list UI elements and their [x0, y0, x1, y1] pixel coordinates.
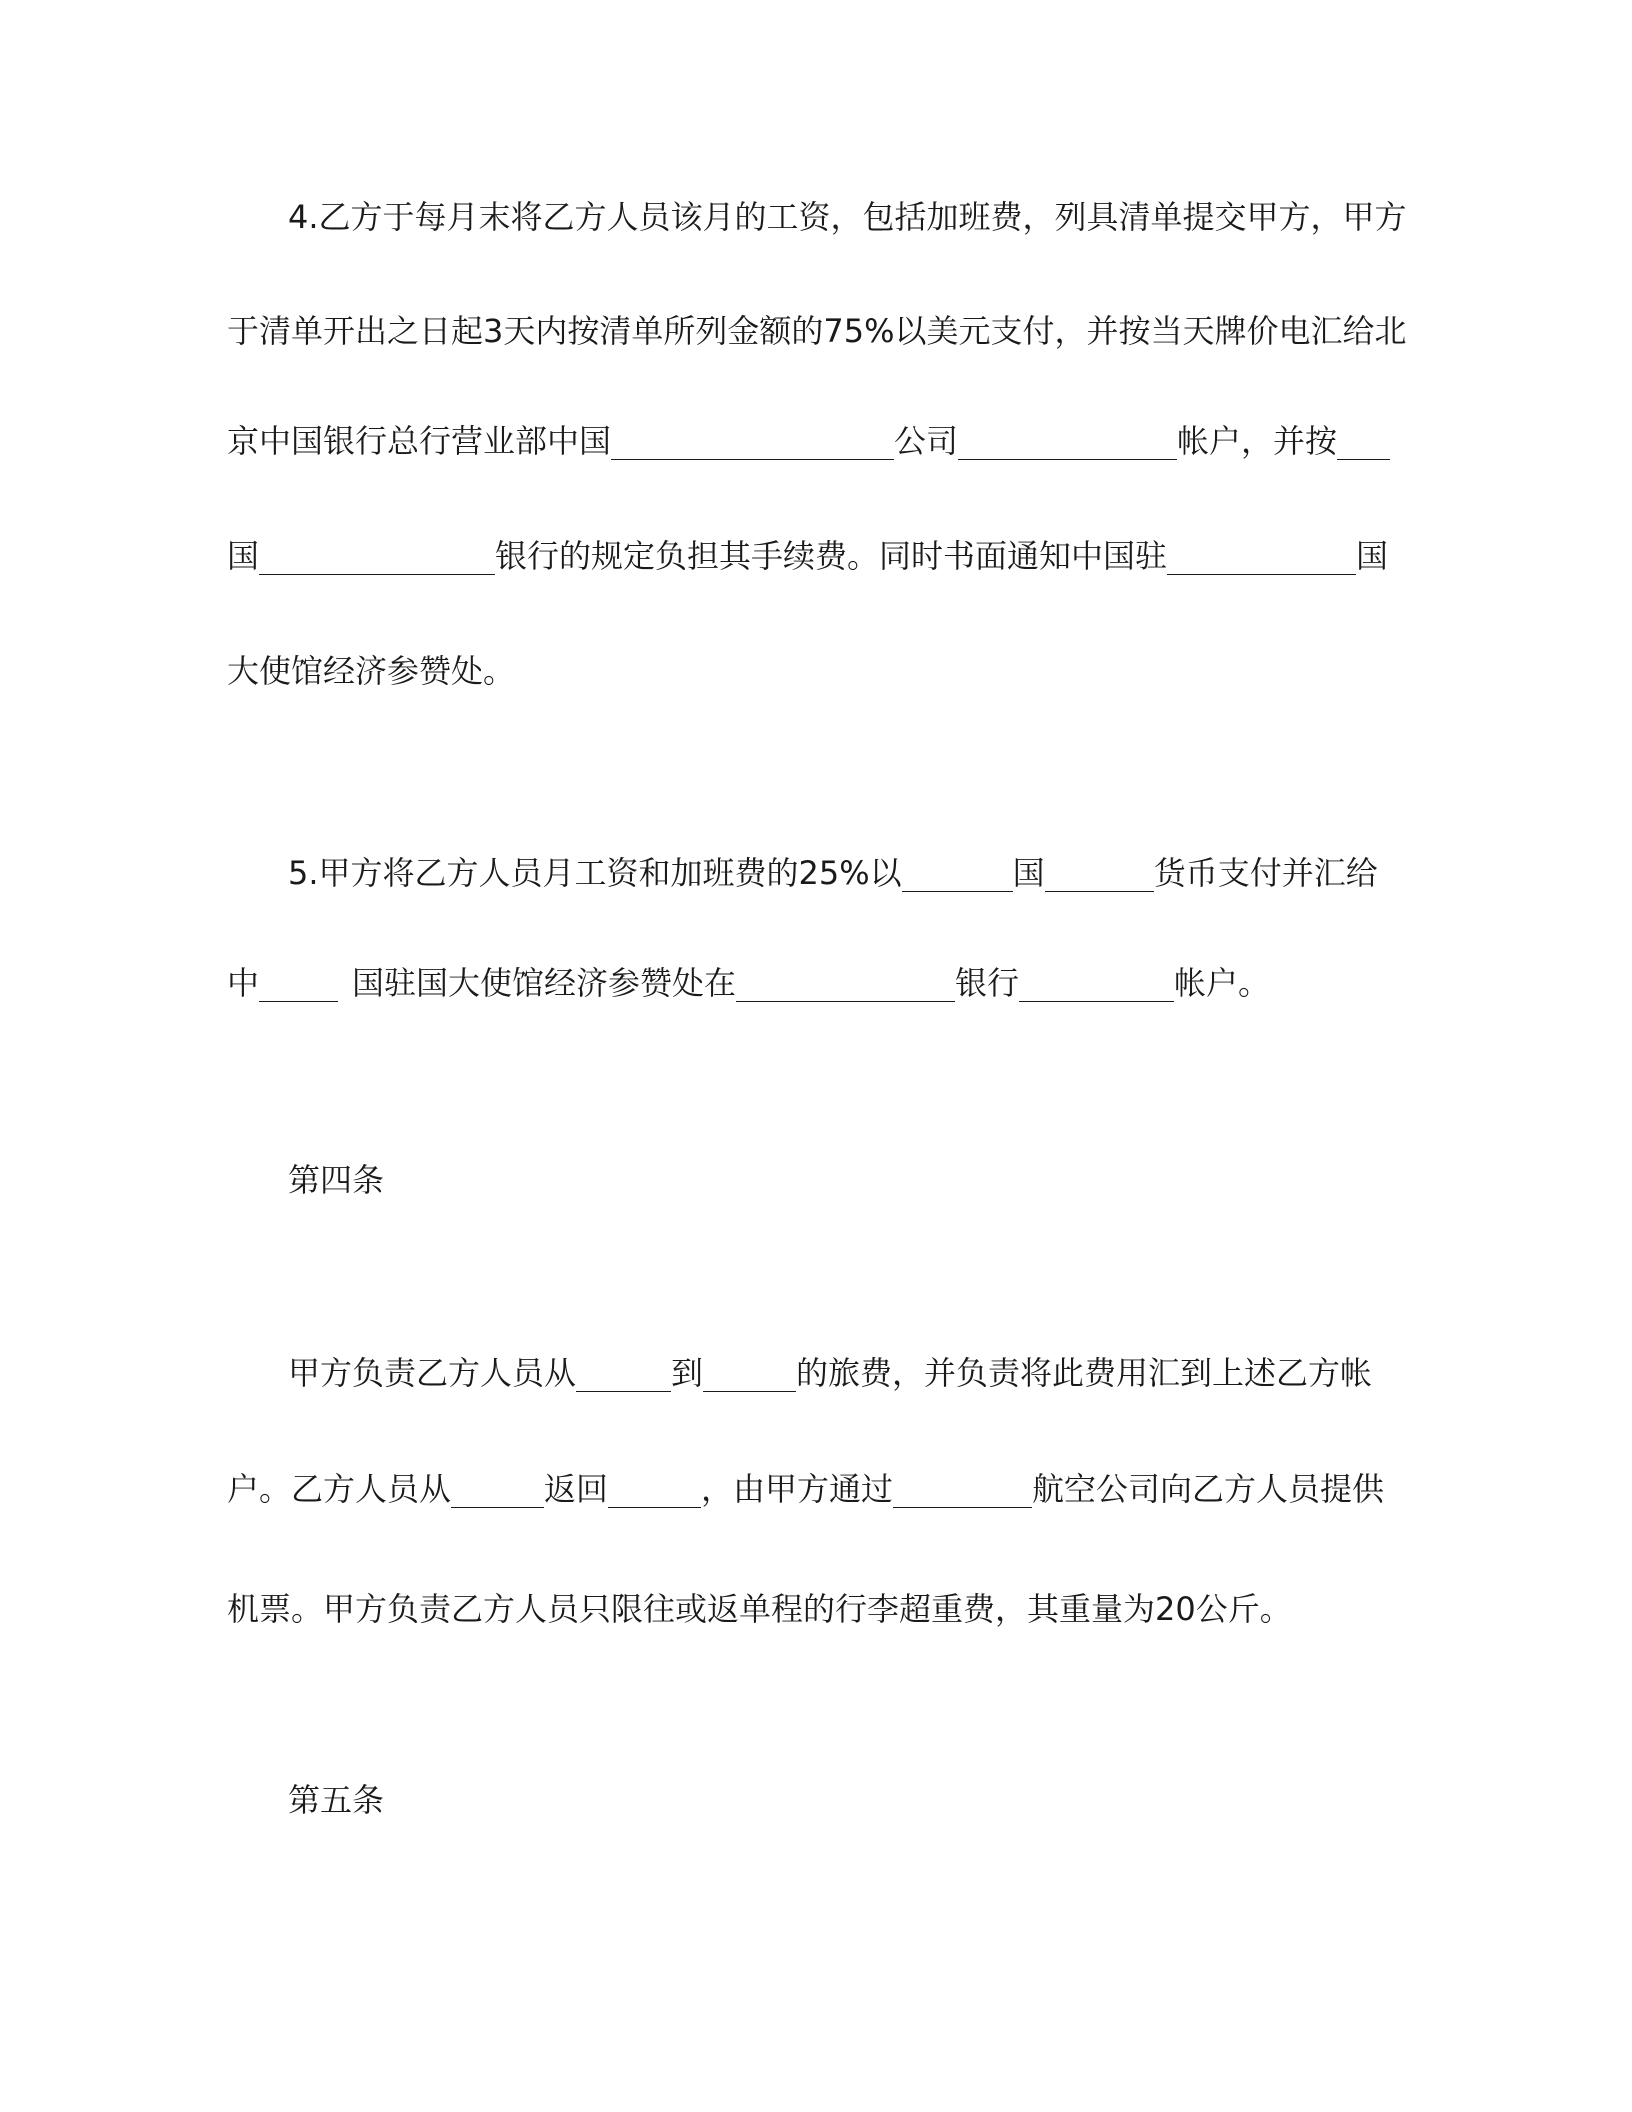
blank-account-number	[958, 425, 1177, 460]
item4-line4-text-b: 银行的规定负担其手续费。同时书面通知中国驻	[495, 537, 1168, 575]
item5-line2-text-a: 中	[227, 964, 260, 1002]
item4-line4-text-a: 国	[227, 537, 260, 575]
article4-line3	[227, 1589, 1292, 1629]
item4-line4-text-c: 国	[1356, 537, 1389, 575]
item4-line3-text-a: 京中国银行总行营业部中国	[227, 422, 612, 460]
item5-line2-text-c: 银行	[955, 964, 1020, 1002]
item5-line1-text-b: 国	[1012, 854, 1045, 892]
article4-heading-text: 第四条	[288, 1161, 385, 1199]
blank-company-name	[611, 425, 894, 460]
blank-bank-name	[259, 540, 495, 575]
item4-line5-text: 大使馆经济参赞处。	[227, 652, 516, 690]
article4-line1-text-c: 的旅费，并负责将此费用汇到上述乙方帐	[796, 1354, 1373, 1392]
item4-line2	[227, 311, 1407, 351]
article4-line3-text: 机票。甲方负责乙方人员只限往或返单程的行李超重费，其重量为20公斤。	[227, 1590, 1292, 1628]
blank-airline	[893, 1473, 1032, 1508]
item4-line1-text: 4.乙方于每月末将乙方人员该月的工资，包括加班费，列具清单提交甲方，甲方	[288, 198, 1407, 236]
item5-line1-text-c: 货币支付并汇给	[1153, 854, 1378, 892]
blank-embassy-account	[1019, 967, 1174, 1002]
item5-line1-text-a: 5.甲方将乙方人员月工资和加班费的25%以	[288, 854, 902, 892]
blank-return-from	[451, 1473, 544, 1508]
article4-line2	[227, 1469, 1384, 1509]
item4-line1	[288, 197, 1407, 237]
blank-embassy-bank	[736, 967, 955, 1002]
blank-currency-country	[902, 857, 1013, 892]
item5-line1	[288, 853, 1378, 893]
article4-line2-text-b: 返回	[544, 1470, 609, 1508]
blank-embassy-host	[259, 967, 338, 1002]
item5-line2-text-d: 帐户。	[1174, 964, 1271, 1002]
article4-line2-text-c: ，由甲方通过	[701, 1470, 894, 1508]
blank-destination-place	[703, 1357, 796, 1392]
article5-heading-text: 第五条	[288, 1781, 385, 1819]
article4-line2-text-a: 户。乙方人员从	[227, 1470, 452, 1508]
article4-heading	[288, 1160, 384, 1200]
item4-line5	[227, 651, 515, 691]
item4-line3-text-b: 公司	[894, 422, 959, 460]
item4-line2-text: 于清单开出之日起3天内按清单所列金额的75%以美元支付，并按当天牌价电汇给北	[227, 312, 1407, 350]
blank-embassy-country	[1167, 540, 1356, 575]
item5-line2	[227, 963, 1270, 1003]
article4-line2-text-d: 航空公司向乙方人员提供	[1032, 1470, 1385, 1508]
article4-line1-text-a: 甲方负责乙方人员从	[288, 1354, 577, 1392]
article5-heading	[288, 1780, 384, 1820]
item5-line2-text-b: 国驻国大使馆经济参赞处在	[352, 964, 737, 1002]
blank-return-to	[608, 1473, 701, 1508]
article4-line1	[288, 1353, 1372, 1393]
article4-line1-text-b: 到	[671, 1354, 704, 1392]
blank-departure-place	[576, 1357, 671, 1392]
blank-country	[1337, 425, 1390, 460]
item4-line3	[227, 421, 1390, 461]
blank-currency	[1045, 857, 1154, 892]
item4-line4	[227, 536, 1388, 576]
item4-line3-text-c: 帐户，并按	[1177, 422, 1338, 460]
